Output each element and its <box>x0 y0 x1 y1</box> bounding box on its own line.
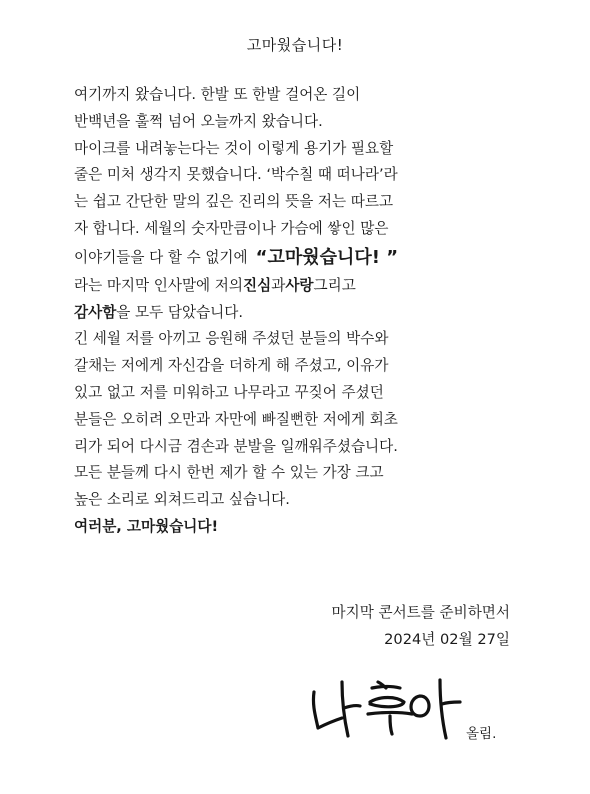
body-text: 여기까지 왔습니다. 한발 또 한발 걸어온 길이 <box>74 86 361 103</box>
closing-block <box>332 600 510 654</box>
body-line-9 <box>74 300 520 327</box>
bold-word-love: 사랑 <box>285 276 314 294</box>
emphasized-quote: “고마웠습니다! ” <box>255 246 399 268</box>
body-line-7 <box>74 243 520 273</box>
body-line-4 <box>74 162 520 189</box>
body-text: 는 쉽고 간단한 말의 깊은 진리의 뜻을 저는 따르고 <box>74 193 394 211</box>
body-line-13 <box>74 407 520 434</box>
letter-body <box>74 82 520 541</box>
body-line-14 <box>74 434 520 461</box>
bold-word-gratitude: 감사함 <box>74 303 117 321</box>
body-line-1 <box>74 82 520 109</box>
closing-exclamation: 여러분, 고마웠습니다! <box>74 517 219 535</box>
body-text: 라는 마지막 인사말에 저의 <box>74 276 243 294</box>
body-text: 줄은 미처 생각지 못했습니다. ‘박수칠 때 떠나라’라 <box>74 166 398 184</box>
body-text: 을 모두 담았습니다. <box>116 303 243 321</box>
body-text: 분들은 오히려 오만과 자만에 빠질뻔한 저에게 회초 <box>74 410 398 428</box>
closing-occasion: 마지막 콘서트를 준비하면서 <box>331 604 510 621</box>
body-text: 있고 없고 저를 미워하고 나무라고 꾸짖어 주셨던 <box>74 383 384 401</box>
handwritten-signature <box>308 672 468 744</box>
body-text: 갈채는 저에게 자신감을 더하게 해 주셨고, 이유가 <box>74 357 389 375</box>
body-text: 그리고 <box>313 276 356 294</box>
body-line-17 <box>74 514 520 541</box>
bold-word-sincerity: 진심 <box>243 276 272 294</box>
body-text: 자 합니다. 세월의 숫자만큼이나 가슴에 쌓인 많은 <box>74 219 389 237</box>
body-line-16 <box>74 487 520 514</box>
signoff: 올림. <box>466 726 497 742</box>
body-line-6 <box>74 216 520 243</box>
body-text: 반백년을 훌쩍 넘어 오늘까지 왔습니다. <box>74 112 323 130</box>
body-line-15 <box>74 460 520 487</box>
letter-title: 고마웠습니다! <box>246 36 344 54</box>
body-text: 모든 분들께 다시 한번 제가 할 수 있는 가장 크고 <box>74 464 384 482</box>
body-text: 과 <box>271 276 286 294</box>
body-line-10 <box>74 326 520 353</box>
body-line-8 <box>74 273 520 300</box>
body-text: 이야기들을 다 할 수 없기에 <box>74 248 248 266</box>
body-line-5 <box>74 189 520 216</box>
body-line-2 <box>74 109 520 136</box>
body-text: 마이크를 내려놓는다는 것이 이렇게 용기가 필요할 <box>74 139 394 157</box>
body-line-3 <box>74 136 520 163</box>
body-text: 리가 되어 다시금 겸손과 분발을 일깨워주셨습니다. <box>74 437 398 455</box>
body-line-11 <box>74 353 520 380</box>
body-text: 높은 소리로 외쳐드리고 싶습니다. <box>74 491 290 509</box>
closing-date: 2024년 02월 27일 <box>384 630 510 648</box>
body-line-12 <box>74 380 520 407</box>
body-text: 긴 세월 저를 아끼고 응원해 주셨던 분들의 박수와 <box>74 330 389 348</box>
